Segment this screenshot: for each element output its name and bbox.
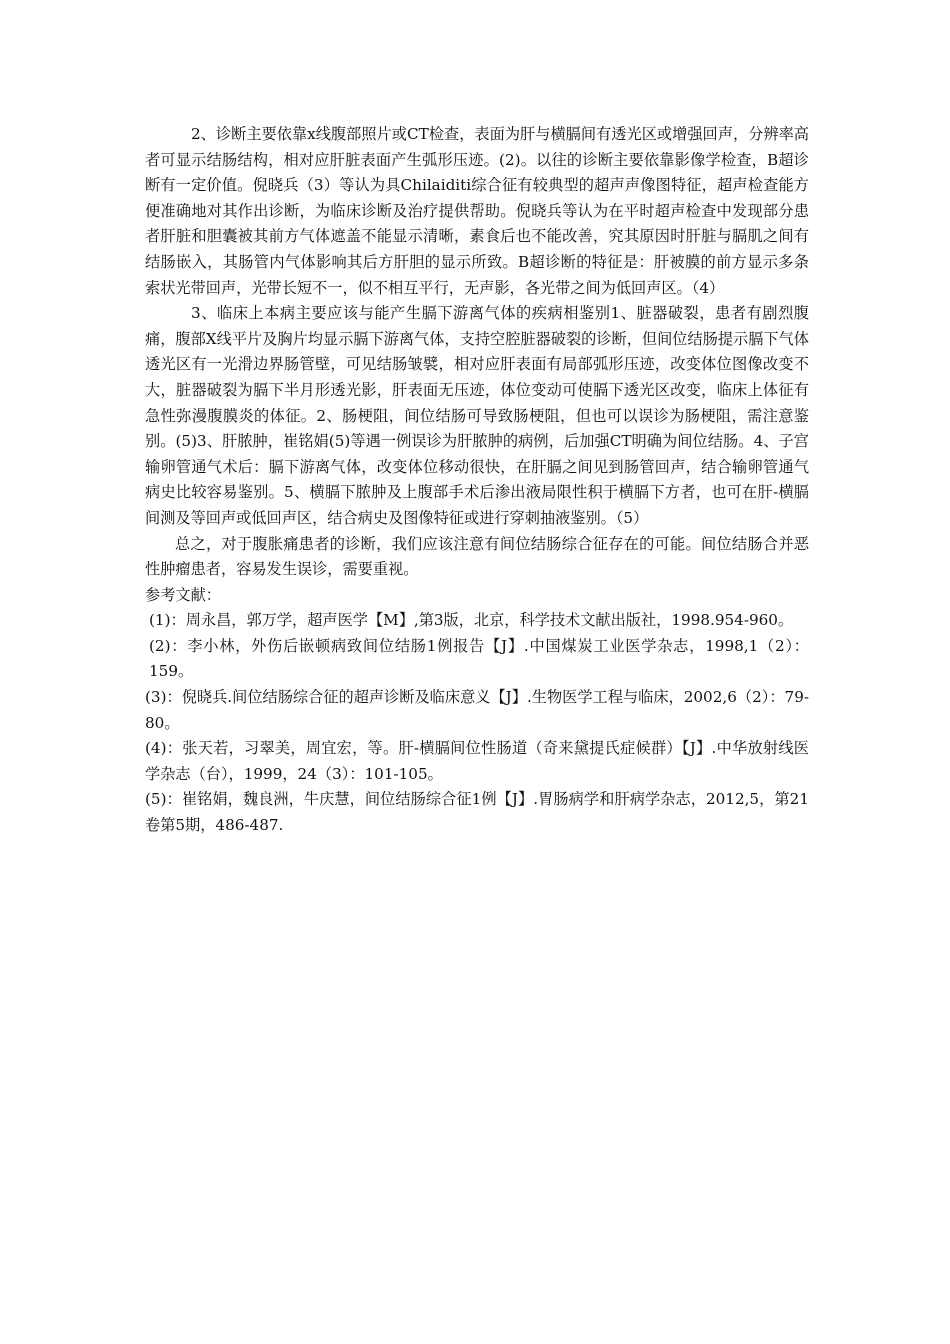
reference-item-5: (5)：崔铭娟，魏良洲，牛庆慧，间位结肠综合征1例【J】.胃肠病学和肝病学杂志，2012,5，第21卷第5期，486-487. — [145, 790, 809, 835]
reference-item-1: (1)：周永昌，郭万学，超声医学【M】,第3版，北京，科学技术文献出版社，1998.954-960。 — [149, 611, 794, 630]
references-heading: 参考文献： — [145, 585, 221, 604]
paragraph-summary: 总之，对于腹胀痛患者的诊断，我们应该注意有间位结肠综合征存在的可能。间位结肠合并恶性肿瘤患者，容易发生误诊，需要重视。 — [145, 534, 809, 579]
reference-list — [145, 608, 809, 838]
paragraph-diagnosis: 2、诊断主要依靠x线腹部照片或CT检查，表面为肝与横膈间有透光区或增强回声，分辨率高者可显示结肠结构，相对应肝脏表面产生弧形压迹。(2)。以往的诊断主要依靠影像学检查，B超诊断有一定价值。倪晓兵（3）等认为具Chilaiditi综合征有较典型的超声声像图特征，超声检查能方便准确地对其作出诊断，为临床诊断及治疗提供帮助。倪晓兵等认为在平时超声检查中发现部分患者肝脏和胆囊被其前方气体遮盖不能显示清晰，素食后也不能改善，究其原因时肝脏与膈肌之间有结肠嵌入，其肠管内气体影响其后方肝胆的显示所致。B超诊断的特征是：肝被膜的前方显示多条索状光带回声，光带长短不一，似不相互平行，无声影，各光带之间为低回声区。（4） — [145, 125, 809, 297]
reference-item-4: (4)：张天若，习翠美，周宜宏，等。肝-横膈间位性肠道（奇来黛提氏症候群）【J】.中华放射线医学杂志（台），1999，24（3）：101-105。 — [145, 739, 809, 783]
reference-item-3: (3)：倪晓兵.间位结肠综合征的超声诊断及临床意义【J】.生物医学工程与临床，2002,6（2）：79-80。 — [145, 688, 809, 732]
document-page — [145, 122, 809, 839]
paragraph-differential-diagnosis: 3、临床上本病主要应该与能产生膈下游离气体的疾病相鉴别1、脏器破裂，患者有剧烈腹痛，腹部X线平片及胸片均显示膈下游离气体，支持空腔脏器破裂的诊断，但间位结肠提示膈下气体透光区有一光滑边界肠管壁，可见结肠皱襞，相对应肝表面有局部弧形压迹，改变体位图像改变不大，脏器破裂为膈下半月形透光影，肝表面无压迹，体位变动可使膈下透光区改变，临床上体征有急性弥漫腹膜炎的体征。2、肠梗阻，间位结肠可导致肠梗阻，但也可以误诊为肠梗阻，需注意鉴别。(5)3、肝脓肿，崔铭娟(5)等遇一例误诊为肝脓肿的病例，后加强CT明确为间位结肠。4、子宫输卵管通气术后：膈下游离气体，改变体位移动很快，在肝膈之间见到肠管回声，结合输卵管通气病史比较容易鉴别。5、横膈下脓肿及上腹部手术后渗出液局限性积于横膈下方者，也可在肝-横膈间测及等回声或低回声区，结合病史及图像特征或进行穿刺抽液鉴别。（5） — [145, 304, 809, 527]
reference-item-2: (2)：李小林，外伤后嵌顿病致间位结肠1例报告【J】.中国煤炭工业医学杂志，1998,1（2）：159。 — [149, 636, 809, 681]
